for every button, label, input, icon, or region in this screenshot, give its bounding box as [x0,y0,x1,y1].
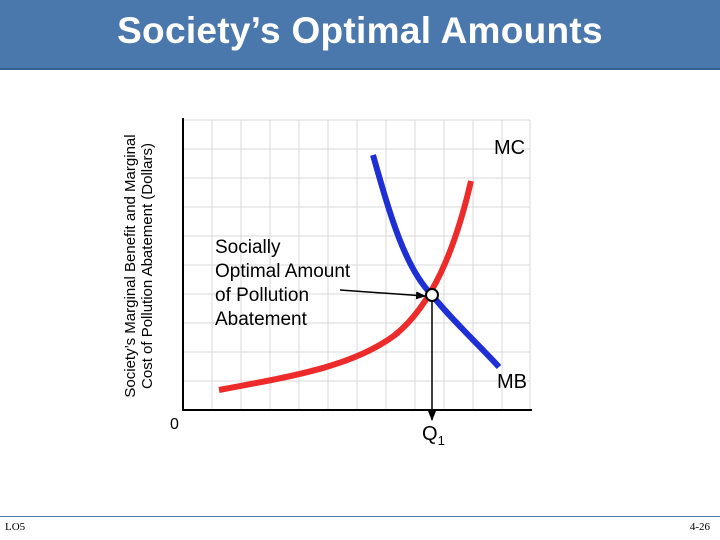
slide-title: Society’s Optimal Amounts [117,10,603,51]
q-label-text: Q [422,423,438,445]
equilibrium-point [426,289,438,301]
learning-objective-label: LO5 [5,521,26,533]
slide-number: 4-26 [689,521,710,533]
mb-label: MB [497,371,527,393]
y-axis-label: Society’s Marginal Benefit and Marginal Cost of Pollution Abatement (Dollars) [122,134,156,398]
origin-label: 0 [170,416,179,433]
q-label-subscript: 1 [437,433,445,448]
q1-label [422,423,445,448]
mc-label: MC [494,137,526,159]
footer-rule [0,516,720,517]
optimal-amount-annotation: Socially Optimal Amount of Pollution Abatement [215,237,351,330]
